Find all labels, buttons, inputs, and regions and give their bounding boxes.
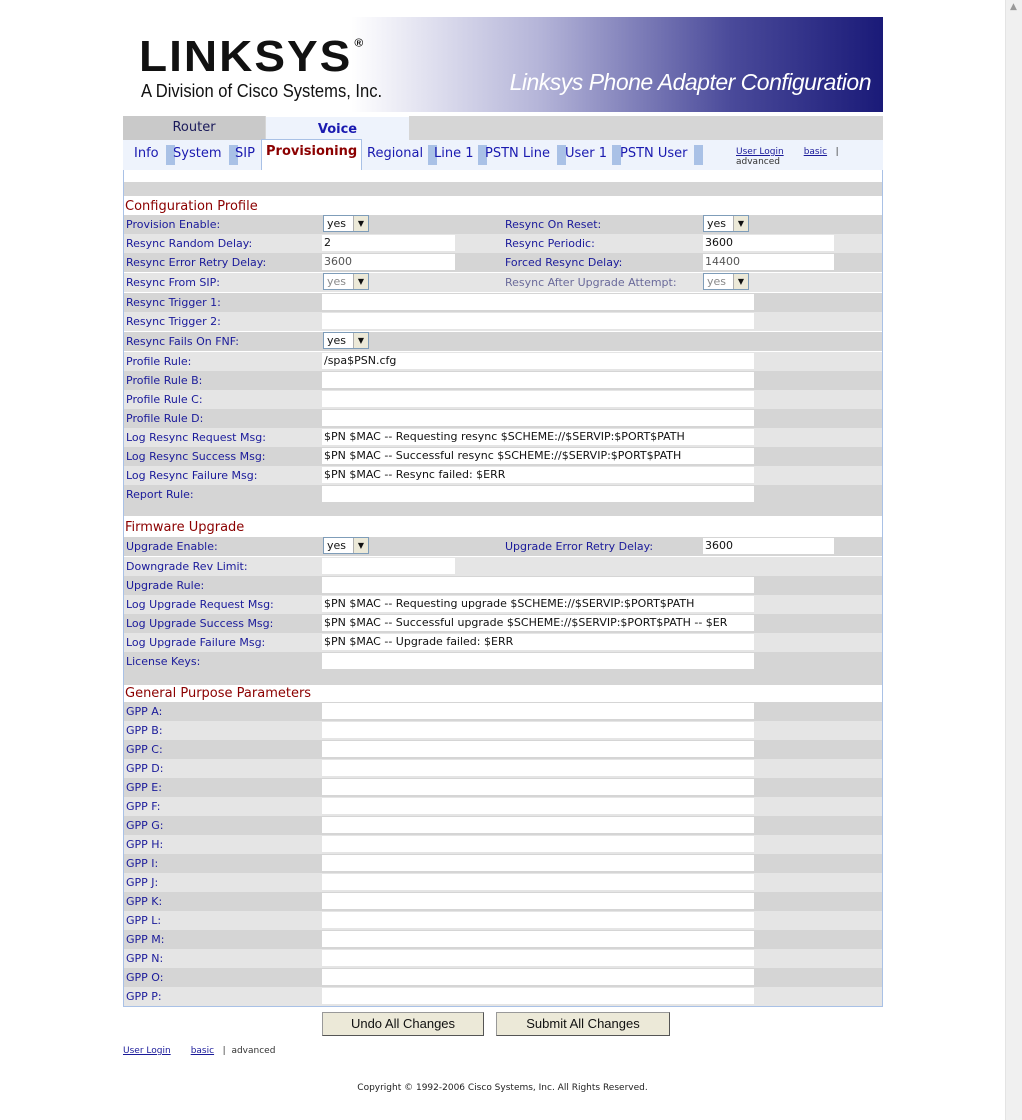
sub-tabs bbox=[123, 140, 883, 171]
log-upgrade-success-label: Log Upgrade Success Msg: bbox=[126, 617, 274, 630]
gpp-field[interactable] bbox=[322, 931, 754, 947]
gpp-field[interactable] bbox=[322, 703, 754, 719]
dropdown-arrow-icon: ▼ bbox=[353, 216, 368, 231]
tab-voice[interactable]: Voice bbox=[266, 116, 409, 141]
dropdown-arrow-icon: ▼ bbox=[353, 538, 368, 553]
profile-rule-d-label: Profile Rule D: bbox=[126, 412, 204, 425]
gpp-field[interactable] bbox=[322, 760, 754, 776]
link-separator: | bbox=[222, 1046, 226, 1056]
gpp-field[interactable] bbox=[322, 779, 754, 795]
gpp-row bbox=[124, 892, 882, 911]
forced-resync-delay-field[interactable]: 14400 bbox=[703, 254, 834, 270]
tab-pstn-user[interactable]: PSTN User bbox=[620, 146, 688, 161]
gpp-label: GPP E: bbox=[126, 781, 162, 794]
form-row bbox=[124, 371, 882, 390]
logo-division: A Division of Cisco Systems, Inc. bbox=[141, 81, 383, 101]
tab-bar-fill bbox=[409, 116, 883, 140]
gpp-field[interactable] bbox=[322, 817, 754, 833]
gpp-label: GPP N: bbox=[126, 952, 164, 965]
log-upgrade-request-label: Log Upgrade Request Msg: bbox=[126, 598, 274, 611]
advanced-label: advanced bbox=[231, 1046, 276, 1056]
gpp-label: GPP B: bbox=[126, 724, 163, 737]
tab-divider bbox=[694, 145, 703, 165]
gpp-row bbox=[124, 740, 882, 759]
profile-rule-label: Profile Rule: bbox=[126, 355, 192, 368]
profile-rule-b-field[interactable] bbox=[322, 372, 754, 388]
log-resync-failure-label: Log Resync Failure Msg: bbox=[126, 469, 258, 482]
tab-provisioning[interactable]: Provisioning bbox=[261, 139, 362, 170]
resync-periodic-field[interactable]: 3600 bbox=[703, 235, 834, 251]
resync-error-retry-delay-label: Resync Error Retry Delay: bbox=[126, 256, 267, 269]
gpp-field[interactable] bbox=[322, 912, 754, 928]
resync-fails-on-fnf-label: Resync Fails On FNF: bbox=[126, 335, 239, 348]
form-row bbox=[124, 633, 882, 652]
form-row bbox=[124, 409, 882, 428]
provision-enable-label: Provision Enable: bbox=[126, 218, 221, 231]
gpp-row bbox=[124, 759, 882, 778]
gpp-row bbox=[124, 949, 882, 968]
gpp-label: GPP K: bbox=[126, 895, 163, 908]
log-resync-failure-field[interactable]: $PN $MAC -- Resync failed: $ERR bbox=[322, 467, 754, 483]
tab-system[interactable]: System bbox=[173, 146, 222, 161]
dropdown-arrow-icon: ▼ bbox=[733, 216, 748, 231]
tab-line-1[interactable]: Line 1 bbox=[434, 146, 474, 161]
dropdown-arrow-icon: ▼ bbox=[353, 274, 368, 289]
form-row bbox=[124, 485, 882, 504]
gpp-label: GPP H: bbox=[126, 838, 164, 851]
spacer-row bbox=[124, 504, 882, 516]
form-row bbox=[124, 390, 882, 409]
log-resync-success-field[interactable]: $PN $MAC -- Successful resync $SCHEME://$SERVIP:$PORT$PATH bbox=[322, 448, 754, 464]
upgrade-enable-select[interactable]: yes ▼ bbox=[323, 537, 369, 554]
dropdown-arrow-icon: ▼ bbox=[353, 333, 368, 348]
top-mode-links bbox=[736, 147, 883, 167]
dropdown-arrow-icon: ▼ bbox=[733, 274, 748, 289]
gpp-row bbox=[124, 778, 882, 797]
app-title: Linksys Phone Adapter Configuration bbox=[509, 69, 871, 95]
gpp-label: GPP I: bbox=[126, 857, 159, 870]
gpp-field[interactable] bbox=[322, 722, 754, 738]
resync-trigger-2-label: Resync Trigger 2: bbox=[126, 315, 221, 328]
resync-on-reset-select[interactable]: yes ▼ bbox=[703, 215, 749, 232]
form-row bbox=[124, 652, 882, 671]
profile-rule-c-field[interactable] bbox=[322, 391, 754, 407]
top-tabs bbox=[123, 116, 883, 140]
tab-router[interactable]: Router bbox=[123, 116, 265, 140]
gpp-field[interactable] bbox=[322, 893, 754, 909]
resync-fails-on-fnf-select[interactable]: yes ▼ bbox=[323, 332, 369, 349]
gpp-label: GPP D: bbox=[126, 762, 164, 775]
gpp-label: GPP L: bbox=[126, 914, 162, 927]
tab-pstn-line[interactable]: PSTN Line bbox=[485, 146, 550, 161]
resync-trigger-1-label: Resync Trigger 1: bbox=[126, 296, 221, 309]
gpp-field[interactable] bbox=[322, 836, 754, 852]
gpp-label: GPP A: bbox=[126, 705, 163, 718]
gpp-label: GPP J: bbox=[126, 876, 159, 889]
linksys-logo: LINKSYS ® bbox=[139, 31, 364, 81]
profile-rule-c-label: Profile Rule C: bbox=[126, 393, 203, 406]
link-separator: | bbox=[835, 147, 839, 157]
gpp-label: GPP C: bbox=[126, 743, 163, 756]
upgrade-rule-field[interactable] bbox=[322, 577, 754, 593]
log-resync-success-label: Log Resync Success Msg: bbox=[126, 450, 266, 463]
resync-trigger-1-field[interactable] bbox=[322, 294, 754, 310]
license-keys-label: License Keys: bbox=[126, 655, 201, 668]
resync-trigger-2-field[interactable] bbox=[322, 313, 754, 329]
form-row bbox=[124, 466, 882, 485]
gpp-field[interactable] bbox=[322, 969, 754, 985]
form-row bbox=[124, 557, 882, 576]
gpp-label: GPP P: bbox=[126, 990, 162, 1003]
section-firmware-upgrade: Firmware Upgrade bbox=[125, 520, 245, 535]
gpp-label: GPP F: bbox=[126, 800, 161, 813]
gpp-row bbox=[124, 797, 882, 816]
downgrade-rev-limit-label: Downgrade Rev Limit: bbox=[126, 560, 248, 573]
resync-after-upgrade-select[interactable]: yes ▼ bbox=[703, 273, 749, 290]
upgrade-rule-label: Upgrade Rule: bbox=[126, 579, 205, 592]
form-row bbox=[124, 447, 882, 466]
gpp-row bbox=[124, 930, 882, 949]
resync-periodic-label: Resync Periodic: bbox=[505, 237, 595, 250]
form-row bbox=[124, 312, 882, 331]
vertical-scrollbar[interactable] bbox=[1005, 0, 1022, 1120]
profile-rule-d-field[interactable] bbox=[322, 410, 754, 426]
advanced-label: advanced bbox=[736, 157, 780, 167]
gpp-label: GPP O: bbox=[126, 971, 164, 984]
copyright: Copyright © 1992-2006 Cisco Systems, Inc. All Rights Reserved. bbox=[357, 1083, 648, 1093]
spacer-row bbox=[124, 671, 882, 685]
gpp-row bbox=[124, 911, 882, 930]
downgrade-rev-limit-field[interactable] bbox=[322, 558, 455, 574]
tab-sip[interactable]: SIP bbox=[235, 146, 255, 161]
log-resync-request-field[interactable]: $PN $MAC -- Requesting resync $SCHEME://$SERVIP:$PORT$PATH bbox=[322, 429, 754, 445]
form-row bbox=[124, 332, 882, 351]
gpp-field[interactable] bbox=[322, 741, 754, 757]
gpp-row bbox=[124, 721, 882, 740]
bottom-mode-links bbox=[123, 1046, 275, 1056]
resync-after-upgrade-label: Resync After Upgrade Attempt: bbox=[505, 276, 677, 289]
spacer-row bbox=[124, 182, 882, 196]
form-row bbox=[124, 428, 882, 447]
user-login-link[interactable]: User Login bbox=[123, 1046, 171, 1056]
gpp-row bbox=[124, 968, 882, 987]
report-rule-field[interactable] bbox=[322, 486, 754, 502]
section-general-purpose-parameters: General Purpose Parameters bbox=[125, 686, 312, 701]
header-banner bbox=[123, 17, 883, 112]
log-upgrade-failure-label: Log Upgrade Failure Msg: bbox=[126, 636, 266, 649]
form-row bbox=[124, 253, 882, 272]
basic-link[interactable]: basic bbox=[190, 1046, 215, 1056]
gpp-row bbox=[124, 854, 882, 873]
tab-info[interactable]: Info bbox=[134, 146, 159, 161]
profile-rule-field[interactable]: /spa$PSN.cfg bbox=[322, 353, 754, 369]
gpp-row bbox=[124, 702, 882, 721]
tab-regional[interactable]: Regional bbox=[367, 146, 424, 161]
gpp-field[interactable] bbox=[322, 874, 754, 890]
tab-user-1[interactable]: User 1 bbox=[565, 146, 608, 161]
license-keys-field[interactable] bbox=[322, 653, 754, 669]
form-row bbox=[124, 576, 882, 595]
resync-from-sip-label: Resync From SIP: bbox=[126, 276, 220, 289]
user-login-link[interactable]: User Login bbox=[736, 147, 784, 157]
gpp-label: GPP G: bbox=[126, 819, 164, 832]
upgrade-error-retry-delay-label: Upgrade Error Retry Delay: bbox=[505, 540, 654, 553]
form-row bbox=[124, 215, 882, 234]
log-upgrade-request-field[interactable]: $PN $MAC -- Requesting upgrade $SCHEME://$SERVIP:$PORT$PATH bbox=[322, 596, 754, 612]
gpp-row bbox=[124, 873, 882, 892]
resync-from-sip-select[interactable]: yes ▼ bbox=[323, 273, 369, 290]
profile-rule-b-label: Profile Rule B: bbox=[126, 374, 203, 387]
gpp-field[interactable] bbox=[322, 855, 754, 871]
section-configuration-profile: Configuration Profile bbox=[125, 199, 258, 214]
log-upgrade-failure-field[interactable]: $PN $MAC -- Upgrade failed: $ERR bbox=[322, 634, 754, 650]
form-row bbox=[124, 595, 882, 614]
undo-all-changes-button[interactable]: Undo All Changes bbox=[322, 1012, 484, 1036]
gpp-field[interactable] bbox=[322, 988, 754, 1004]
gpp-label: GPP M: bbox=[126, 933, 165, 946]
basic-link[interactable]: basic bbox=[803, 147, 828, 157]
upgrade-error-retry-delay-field[interactable]: 3600 bbox=[703, 538, 834, 554]
log-resync-request-label: Log Resync Request Msg: bbox=[126, 431, 266, 444]
resync-random-delay-label: Resync Random Delay: bbox=[126, 237, 253, 250]
resync-on-reset-label: Resync On Reset: bbox=[505, 218, 602, 231]
gpp-row bbox=[124, 987, 882, 1006]
form-row bbox=[124, 352, 882, 371]
gpp-row bbox=[124, 835, 882, 854]
resync-random-delay-field[interactable]: 2 bbox=[322, 235, 455, 251]
submit-all-changes-button[interactable]: Submit All Changes bbox=[496, 1012, 670, 1036]
scroll-up-icon[interactable]: ▲ bbox=[1010, 2, 1017, 12]
provision-enable-select[interactable]: yes ▼ bbox=[323, 215, 369, 232]
gpp-field[interactable] bbox=[322, 798, 754, 814]
resync-error-retry-delay-field[interactable]: 3600 bbox=[322, 254, 455, 270]
log-upgrade-success-field[interactable]: $PN $MAC -- Successful upgrade $SCHEME://$SERVIP:$PORT$PATH -- $ER bbox=[322, 615, 754, 631]
report-rule-label: Report Rule: bbox=[126, 488, 194, 501]
form-row bbox=[124, 537, 882, 556]
form-row bbox=[124, 614, 882, 633]
forced-resync-delay-label: Forced Resync Delay: bbox=[505, 256, 623, 269]
provisioning-panel bbox=[123, 170, 883, 1007]
upgrade-enable-label: Upgrade Enable: bbox=[126, 540, 218, 553]
form-row bbox=[124, 234, 882, 253]
form-row bbox=[124, 273, 882, 292]
gpp-field[interactable] bbox=[322, 950, 754, 966]
form-row bbox=[124, 293, 882, 312]
gpp-row bbox=[124, 816, 882, 835]
